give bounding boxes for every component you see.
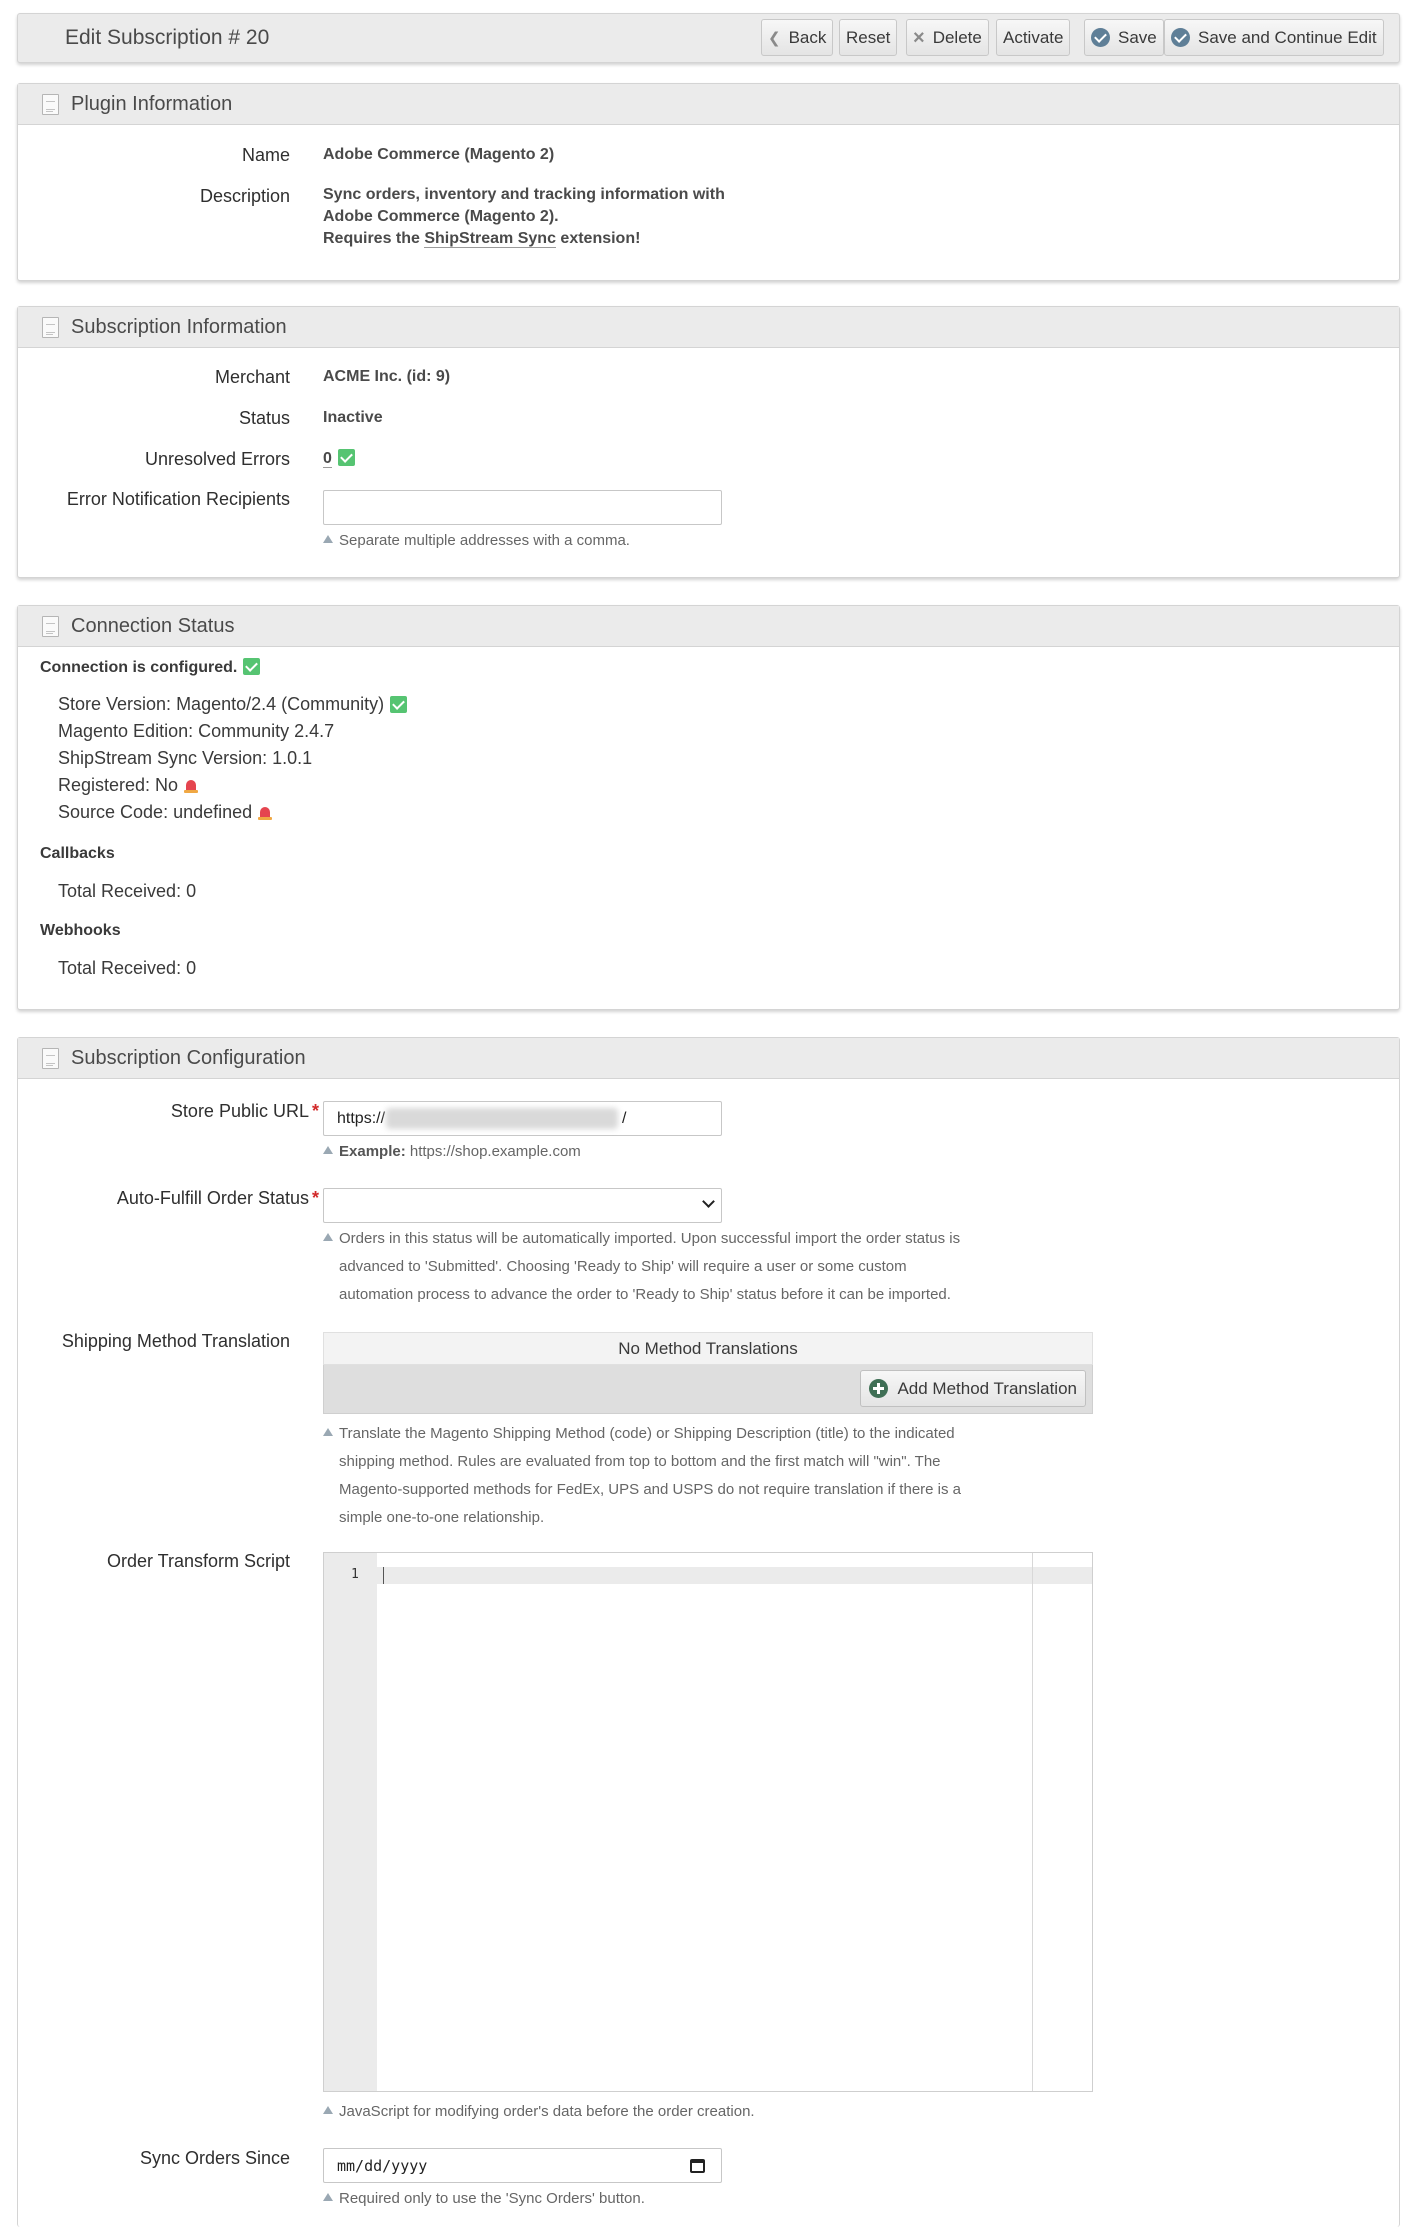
check-circle-icon [1171, 28, 1190, 47]
editor-active-line [324, 1567, 1092, 1584]
error-recipients-label: Error Notification Recipients [66, 489, 290, 509]
connection-configured-text: Connection is configured. [40, 659, 238, 676]
hint-line: automation process to advance the order to 'Ready to Ship' status before it can be imported. [339, 1286, 951, 1303]
description-value [323, 184, 725, 250]
store-version [58, 694, 407, 715]
back-button[interactable] [761, 19, 833, 56]
name-label: Name [241, 145, 290, 165]
section-header [18, 606, 1399, 647]
source-code-status [58, 802, 272, 823]
document-icon [42, 1048, 59, 1069]
store-url-input[interactable] [323, 1101, 722, 1136]
save-button[interactable] [1084, 19, 1164, 56]
hint-arrow-icon [323, 2106, 333, 2114]
shipstream-sync-link[interactable]: ShipStream Sync [424, 230, 556, 247]
order-transform-label: Order Transform Script [106, 1551, 290, 1571]
plugin-information-section [17, 83, 1400, 281]
method-translation-footer [323, 1365, 1093, 1414]
required-marker: * [311, 1101, 319, 1121]
store-url-label-text: Store Public URL [170, 1101, 309, 1121]
reset-button[interactable] [839, 19, 897, 56]
check-icon [243, 658, 260, 675]
hint-arrow-icon [323, 1233, 333, 1241]
status-value: Inactive [323, 409, 383, 426]
description-requirement [323, 228, 725, 250]
merchant-label: Merchant [214, 367, 290, 387]
description-text: Requires the [323, 230, 425, 247]
shipping-translation-hint [323, 1420, 1003, 1532]
source-code-text: Source Code: undefined [58, 802, 253, 822]
subscription-information-section [17, 306, 1400, 578]
date-placeholder: mm/dd/yyyy [337, 2157, 428, 2175]
delete-label: Delete [932, 27, 982, 47]
store-version-text: Store Version: Magento/2.4 (Community) [58, 694, 385, 714]
delete-button[interactable] [906, 19, 989, 56]
webhooks-heading: Webhooks [40, 922, 121, 939]
hint-text: Separate multiple addresses with a comma. [339, 532, 630, 549]
chevron-down-icon [702, 1195, 715, 1208]
section-title: Connection Status [71, 615, 235, 637]
redacted-area [386, 1108, 618, 1129]
hint-arrow-icon [323, 1146, 333, 1154]
section-title: Subscription Configuration [71, 1047, 306, 1069]
sync-orders-since-label: Sync Orders Since [139, 2148, 290, 2168]
alarm-icon [184, 778, 198, 793]
check-circle-icon [1091, 28, 1110, 47]
callbacks-total: Total Received: 0 [58, 881, 197, 901]
hint-text: Orders in this status will be automatically imported. Upon successful import the order status is [339, 1230, 961, 1247]
registered-text: Registered: No [58, 775, 179, 795]
check-icon [390, 696, 407, 713]
auto-fulfill-hint [323, 1225, 1003, 1309]
auto-fulfill-label [117, 1188, 319, 1209]
hint-text: Required only to use the 'Sync Orders' button. [339, 2190, 645, 2207]
hint-bold: Example: [339, 1143, 406, 1160]
store-url-value-end: / [622, 1110, 627, 1127]
required-marker: * [311, 1188, 319, 1208]
registered-status [58, 775, 198, 796]
section-title: Plugin Information [71, 93, 233, 115]
hint-line: Magento-supported methods for FedEx, UPS and USPS do not require translation if there is a [339, 1481, 962, 1498]
alarm-icon [258, 805, 272, 820]
close-icon: × [913, 26, 925, 49]
save-label: Save [1118, 27, 1157, 47]
store-url-value: https:// [337, 1110, 386, 1127]
method-translation-table [323, 1332, 1093, 1414]
description-line: Adobe Commerce (Magento 2). [323, 208, 559, 225]
editor-cursor [383, 1567, 384, 1584]
add-method-translation-label: Add Method Translation [897, 1378, 1077, 1398]
reset-label: Reset [846, 27, 891, 47]
store-url-label [171, 1101, 319, 1122]
connection-status-section [17, 605, 1400, 1010]
merchant-value: ACME Inc. (id: 9) [323, 368, 451, 385]
hint-line: shipping method. Rules are evaluated from top to bottom and the first match will "win". The [339, 1453, 941, 1470]
add-method-translation-button[interactable] [860, 1370, 1086, 1407]
page-title: Edit Subscription # 20 [65, 26, 270, 49]
section-header [18, 307, 1399, 348]
editor-print-margin [1032, 1553, 1033, 2091]
name-value: Adobe Commerce (Magento 2) [323, 146, 555, 163]
hint-text: JavaScript for modifying order's data before the order creation. [339, 2103, 755, 2120]
hint-arrow-icon [323, 1428, 333, 1436]
shipping-translation-label: Shipping Method Translation [61, 1331, 290, 1351]
document-icon [42, 94, 59, 115]
error-recipients-hint [323, 527, 1003, 555]
hint-arrow-icon [323, 2193, 333, 2201]
hint-text: https://shop.example.com [409, 1143, 581, 1160]
webhooks-total: Total Received: 0 [58, 958, 197, 978]
back-label: Back [788, 27, 827, 47]
connection-configured [40, 658, 260, 677]
unresolved-errors-label: Unresolved Errors [144, 449, 290, 469]
section-header [18, 1038, 1399, 1079]
save-continue-label: Save and Continue Edit [1198, 27, 1377, 47]
description-text: extension! [555, 230, 641, 247]
chevron-left-icon: ❮ [768, 29, 781, 47]
error-recipients-input[interactable] [323, 490, 722, 525]
document-icon [42, 317, 59, 338]
plus-circle-icon [869, 1379, 888, 1398]
hint-text: Translate the Magento Shipping Method (code) or Shipping Description (title) to the indicated [339, 1425, 955, 1442]
method-translation-empty: No Method Translations [323, 1332, 1093, 1365]
sync-orders-since-input[interactable] [323, 2148, 722, 2183]
auto-fulfill-label-text: Auto-Fulfill Order Status [116, 1188, 309, 1208]
calendar-icon[interactable] [690, 2159, 705, 2173]
subscription-configuration-section [17, 1037, 1400, 2227]
section-title: Subscription Information [71, 316, 287, 338]
sync-orders-hint [323, 2185, 1003, 2213]
callbacks-heading: Callbacks [40, 845, 115, 862]
magento-edition: Magento Edition: Community 2.4.7 [58, 721, 335, 741]
check-icon [338, 449, 355, 466]
description-label: Description [199, 186, 290, 206]
sync-version: ShipStream Sync Version: 1.0.1 [58, 748, 313, 768]
store-url-hint [323, 1138, 1003, 1166]
hint-line [323, 1420, 1003, 1448]
hint-line: advanced to 'Submitted'. Choosing 'Ready to Ship' will require a user or some custom [339, 1258, 907, 1275]
editor-line-number: 1 [351, 1567, 359, 1582]
unresolved-errors-value[interactable] [323, 448, 355, 470]
activate-button[interactable] [996, 19, 1070, 56]
status-label: Status [238, 408, 290, 428]
activate-label: Activate [1003, 27, 1064, 47]
order-transform-editor[interactable] [323, 1552, 1093, 2092]
hint-line [323, 1225, 1003, 1253]
order-transform-hint [323, 2098, 1003, 2126]
description-line: Sync orders, inventory and tracking information with [323, 186, 725, 203]
save-continue-button[interactable] [1164, 19, 1384, 56]
editor-gutter [324, 1553, 377, 2091]
page-header [17, 13, 1400, 63]
hint-arrow-icon [323, 535, 333, 543]
hint-line: simple one-to-one relationship. [339, 1509, 545, 1526]
errors-count: 0 [323, 450, 332, 467]
document-icon [42, 616, 59, 637]
section-header [18, 84, 1399, 125]
auto-fulfill-select[interactable] [323, 1188, 722, 1223]
